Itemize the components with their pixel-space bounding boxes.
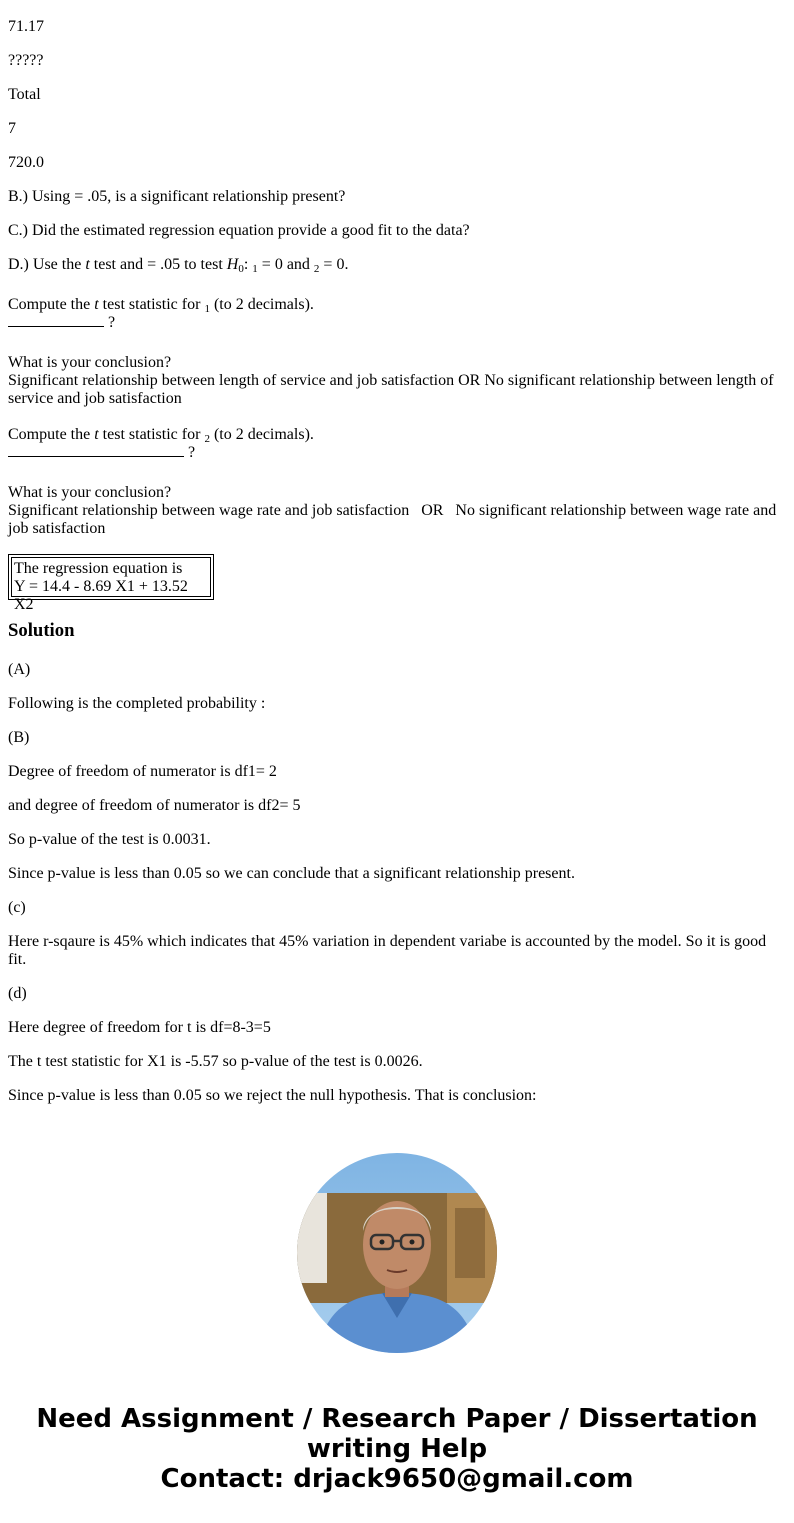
regression-table <box>8 554 214 613</box>
solution-heading: Solution <box>8 620 75 641</box>
part-d-t: The t test statistic for X1 is -5.57 so p-value of the test is 0.0026. <box>8 1053 423 1070</box>
author-photo <box>297 1153 497 1353</box>
answer-blank-1 <box>8 314 104 327</box>
regression-cell <box>11 557 211 613</box>
conclusion-2-question: What is your conclusion? <box>8 484 172 501</box>
conclusion-1 <box>8 354 786 408</box>
footer-line-1: Need Assignment / Research Paper / Dissertation <box>36 1404 758 1434</box>
question-b: B.) Using = .05, is a significant relationship present? <box>8 188 346 205</box>
total-df: 7 <box>8 120 16 137</box>
author-avatar <box>297 1153 497 1353</box>
promo-footer <box>0 1404 794 1494</box>
table-value-1: 71.17 <box>8 18 44 35</box>
answer-blank-2 <box>8 444 184 457</box>
compute-t1 <box>8 296 786 332</box>
part-c-label: (c) <box>8 899 26 916</box>
footer-line-2: writing Help <box>306 1434 488 1464</box>
compute-t2 <box>8 426 786 462</box>
regression-line-1: The regression equation is <box>14 560 183 577</box>
part-b-label: (B) <box>8 729 30 746</box>
part-d-conclusion: Since p-value is less than 0.05 so we reject the null hypothesis. That is conclusion: <box>8 1087 537 1104</box>
total-ss: 720.0 <box>8 154 44 171</box>
part-d-df: Here degree of freedom for t is df=8-3=5 <box>8 1019 271 1036</box>
part-b-df2: and degree of freedom of numerator is df2= 5 <box>8 797 301 814</box>
compute-t1-prompt: Compute the t test statistic for $_1$ (to 2 decimals). <box>8 296 314 315</box>
part-d-label: (d) <box>8 985 27 1002</box>
conclusion-1-options: Significant relationship between length of service and job satisfaction OR No significant relationship between length of service and job satisfaction <box>8 372 774 407</box>
conclusion-1-question: What is your conclusion? <box>8 354 172 371</box>
footer-contact: Contact: drjack9650@gmail.com <box>160 1464 634 1494</box>
conclusion-2 <box>8 484 786 538</box>
compute-t2-answer: ? <box>8 444 786 462</box>
part-b-pvalue: So p-value of the test is 0.0031. <box>8 831 211 848</box>
conclusion-2-options: Significant relationship between wage rate and job satisfaction OR No significant relationship between wage rate and job satisfaction <box>8 502 781 537</box>
table-value-2: ????? <box>8 52 44 69</box>
compute-t1-answer: ? <box>8 314 786 332</box>
part-b-df1: Degree of freedom of numerator is df1= 2 <box>8 763 277 780</box>
part-c-text: Here r-sqaure is 45% which indicates that 45% variation in dependent variabe is accounted by the model. So it is good fit. <box>8 933 767 968</box>
part-a-label: (A) <box>8 661 31 678</box>
question-d: D.) Use the t test and = .05 to test $H_0$: $_1$ = 0 and $_2$ = 0. <box>8 256 349 275</box>
total-label: Total <box>8 86 41 103</box>
part-b-conclusion: Since p-value is less than 0.05 so we can conclude that a significant relationship present. <box>8 865 575 882</box>
question-c: C.) Did the estimated regression equation provide a good fit to the data? <box>8 222 470 239</box>
regression-line-2: Y = 14.4 - 8.69 X1 + 13.52 X2 <box>14 578 188 613</box>
part-a-text: Following is the completed probability : <box>8 695 266 712</box>
compute-t2-prompt: Compute the t test statistic for $_2$ (to 2 decimals). <box>8 426 314 445</box>
